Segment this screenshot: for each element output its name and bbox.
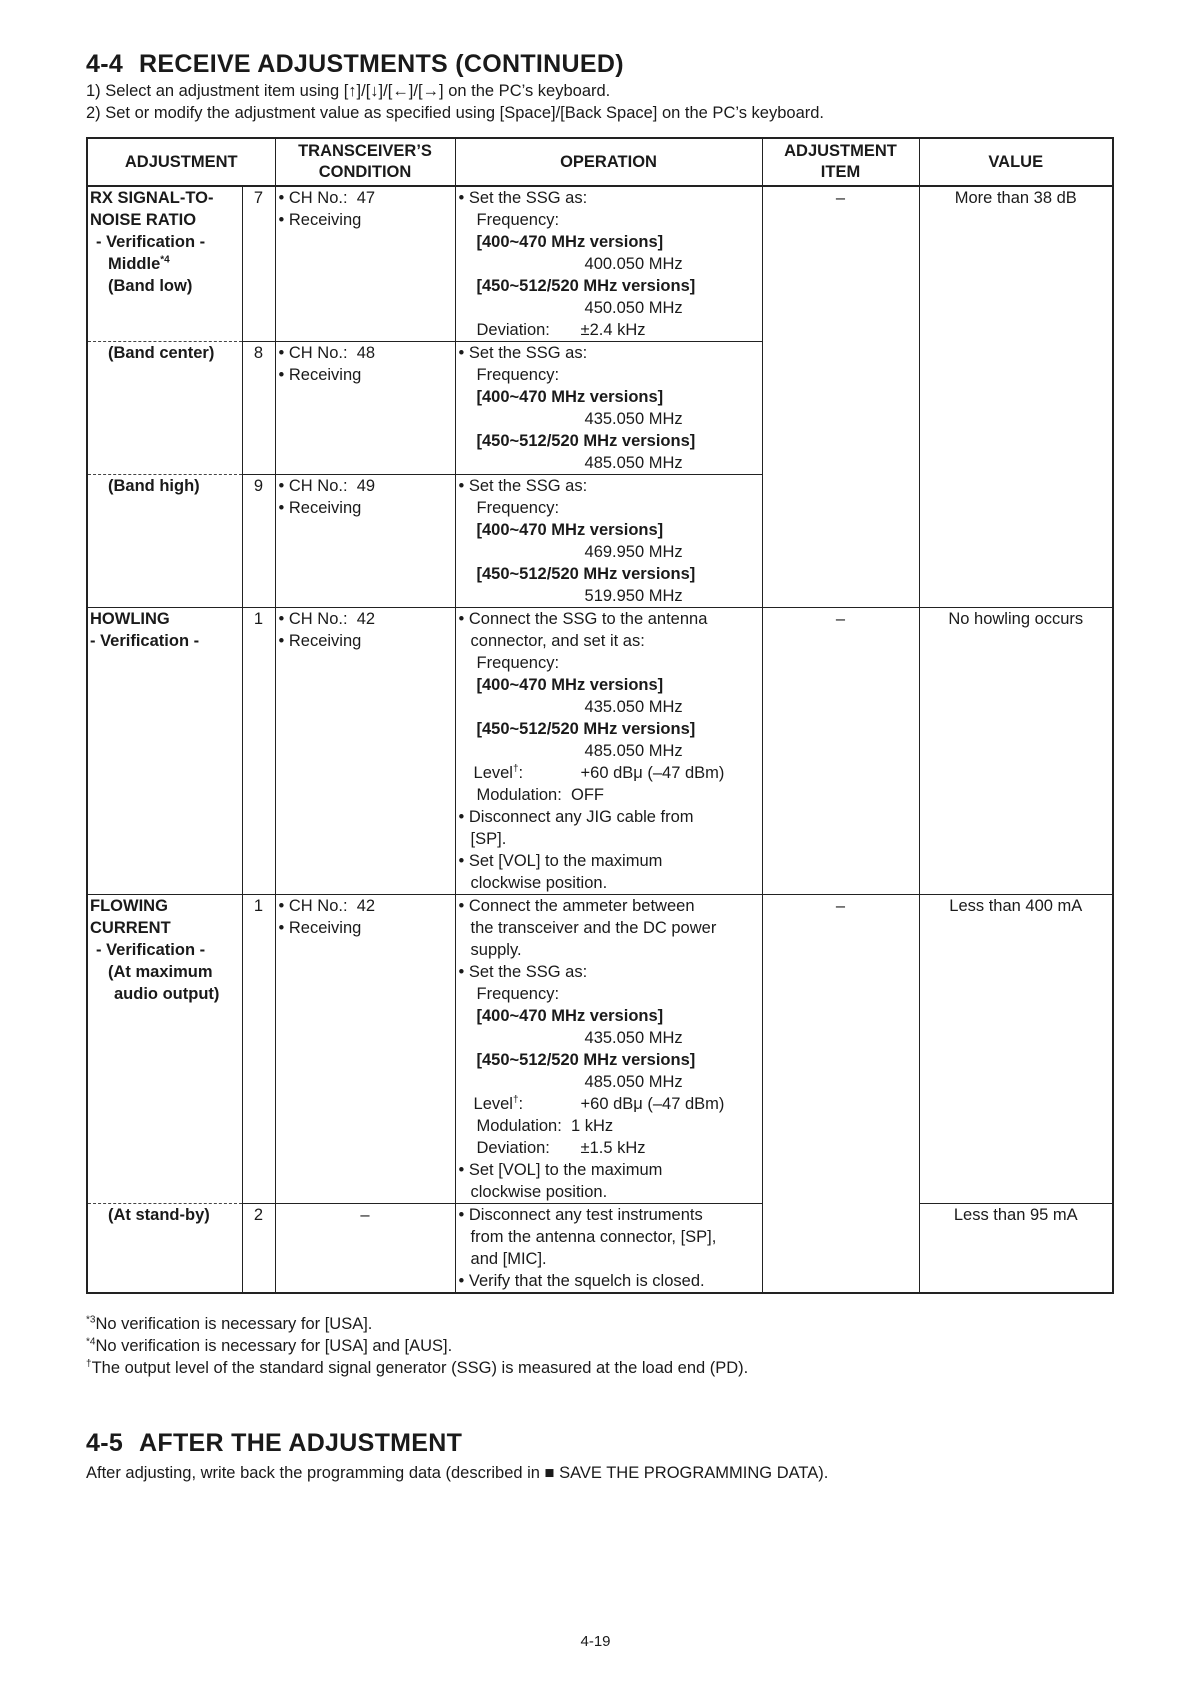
- section-heading-4-5: 4-5 AFTER THE ADJUSTMENT: [86, 1429, 463, 1457]
- section-4-5-text: After adjusting, write back the programming data (described in ■ SAVE THE PROGRAMMING DATA).: [86, 1464, 829, 1482]
- table-row: [87, 186, 1113, 342]
- step-number: 8: [242, 342, 275, 475]
- adjustment-label: FLOWING CURRENT - Verification - (At maximum audio output): [87, 895, 242, 1204]
- step-number: 2: [242, 1204, 275, 1294]
- value: Less than 400 mA: [919, 895, 1113, 1204]
- header-adjustment: ADJUSTMENT: [87, 138, 275, 186]
- transceiver-condition: –: [275, 1204, 455, 1294]
- adjustment-label: HOWLING - Verification -: [87, 608, 242, 895]
- operation: • Set the SSG as: Frequency: [400~470 MHz versions] 400.050 MHz [450~512/520 MHz versions] 450.050 MHz Deviation: ±2.4 kHz: [455, 186, 762, 342]
- adjustment-item: –: [762, 608, 919, 895]
- step-number: 7: [242, 186, 275, 342]
- transceiver-condition: • CH No.: 42 • Receiving: [275, 895, 455, 1204]
- footnote: $^{*4}$No verification is necessary for [USA] and [AUS].: [86, 1336, 453, 1355]
- section-heading-4-4: 4-4 RECEIVE ADJUSTMENTS (CONTINUED): [86, 50, 624, 78]
- header-value: VALUE: [919, 138, 1113, 186]
- operation: • Disconnect any test instruments from the antenna connector, [SP], and [MIC]. • Verify that the squelch is closed.: [455, 1204, 762, 1294]
- footnote: †The output level of the standard signal generator (SSG) is measured at the load end (PD).: [86, 1358, 749, 1377]
- instructions: [86, 80, 824, 124]
- transceiver-condition: • CH No.: 42 • Receiving: [275, 608, 455, 895]
- header-condition: TRANSCEIVER’S CONDITION: [275, 138, 455, 186]
- table-row: [87, 608, 1113, 895]
- header-operation: OPERATION: [455, 138, 762, 186]
- operation: • Set the SSG as: Frequency: [400~470 MHz versions] 469.950 MHz [450~512/520 MHz versions] 519.950 MHz: [455, 475, 762, 608]
- adjustment-item: –: [762, 186, 919, 608]
- adjustment-label: (Band high): [87, 475, 242, 608]
- transceiver-condition: • CH No.: 49 • Receiving: [275, 475, 455, 608]
- adjustment-label: (Band center): [87, 342, 242, 475]
- footnote: $^{*3}$No verification is necessary for [USA].: [86, 1314, 373, 1333]
- transceiver-condition: • CH No.: 48 • Receiving: [275, 342, 455, 475]
- page-number: 4-19: [580, 1633, 611, 1650]
- adjustment-label: RX SIGNAL-TO- NOISE RATIO - Verification - Middle$^{*4}$ (Band low): [87, 186, 242, 342]
- value: Less than 95 mA: [919, 1204, 1113, 1294]
- adjustment-table: [86, 137, 1114, 1294]
- header-adjustment-item: ADJUSTMENT ITEM: [762, 138, 919, 186]
- adjustment-item: –: [762, 895, 919, 1294]
- step-number: 1: [242, 895, 275, 1204]
- instruction-2: 2) Set or modify the adjustment value as specified using [Space]/[Back Space] on the PC’s keyboard.: [86, 104, 825, 122]
- adjustment-label: (At stand-by): [87, 1204, 242, 1294]
- operation: • Connect the SSG to the antenna connector, and set it as: Frequency: [400~470 MHz versions] 435.050 MHz [450~512/520 MHz versions] 485.050 MHz Level†: +60 dBμ (–47 dBm) Modulation: OFF • Disconnect any JIG cable from [SP]. • Set [VOL] to the maximum clockwise position.: [455, 608, 762, 895]
- operation: • Connect the ammeter between the transceiver and the DC power supply. • Set the SSG as: Frequency: [400~470 MHz versions] 435.050 MHz [450~512/520 MHz versions] 485.050 MHz Level†: +60 dBμ (–47 dBm) Modulation: 1 kHz Deviation: ±1.5 kHz • Set [VOL] to the maximum clockwise position.: [455, 895, 762, 1204]
- table-row: [87, 1204, 1113, 1294]
- table-row: [87, 895, 1113, 1204]
- step-number: 9: [242, 475, 275, 608]
- operation: • Set the SSG as: Frequency: [400~470 MHz versions] 435.050 MHz [450~512/520 MHz versions] 485.050 MHz: [455, 342, 762, 475]
- table-header-row: [87, 138, 1113, 186]
- footnotes: [86, 1313, 748, 1379]
- value: More than 38 dB: [919, 186, 1113, 608]
- instruction-1: 1) Select an adjustment item using [↑]/[↓]/[←]/[→] on the PC’s keyboard.: [86, 82, 611, 100]
- step-number: 1: [242, 608, 275, 895]
- value: No howling occurs: [919, 608, 1113, 895]
- transceiver-condition: • CH No.: 47 • Receiving: [275, 186, 455, 342]
